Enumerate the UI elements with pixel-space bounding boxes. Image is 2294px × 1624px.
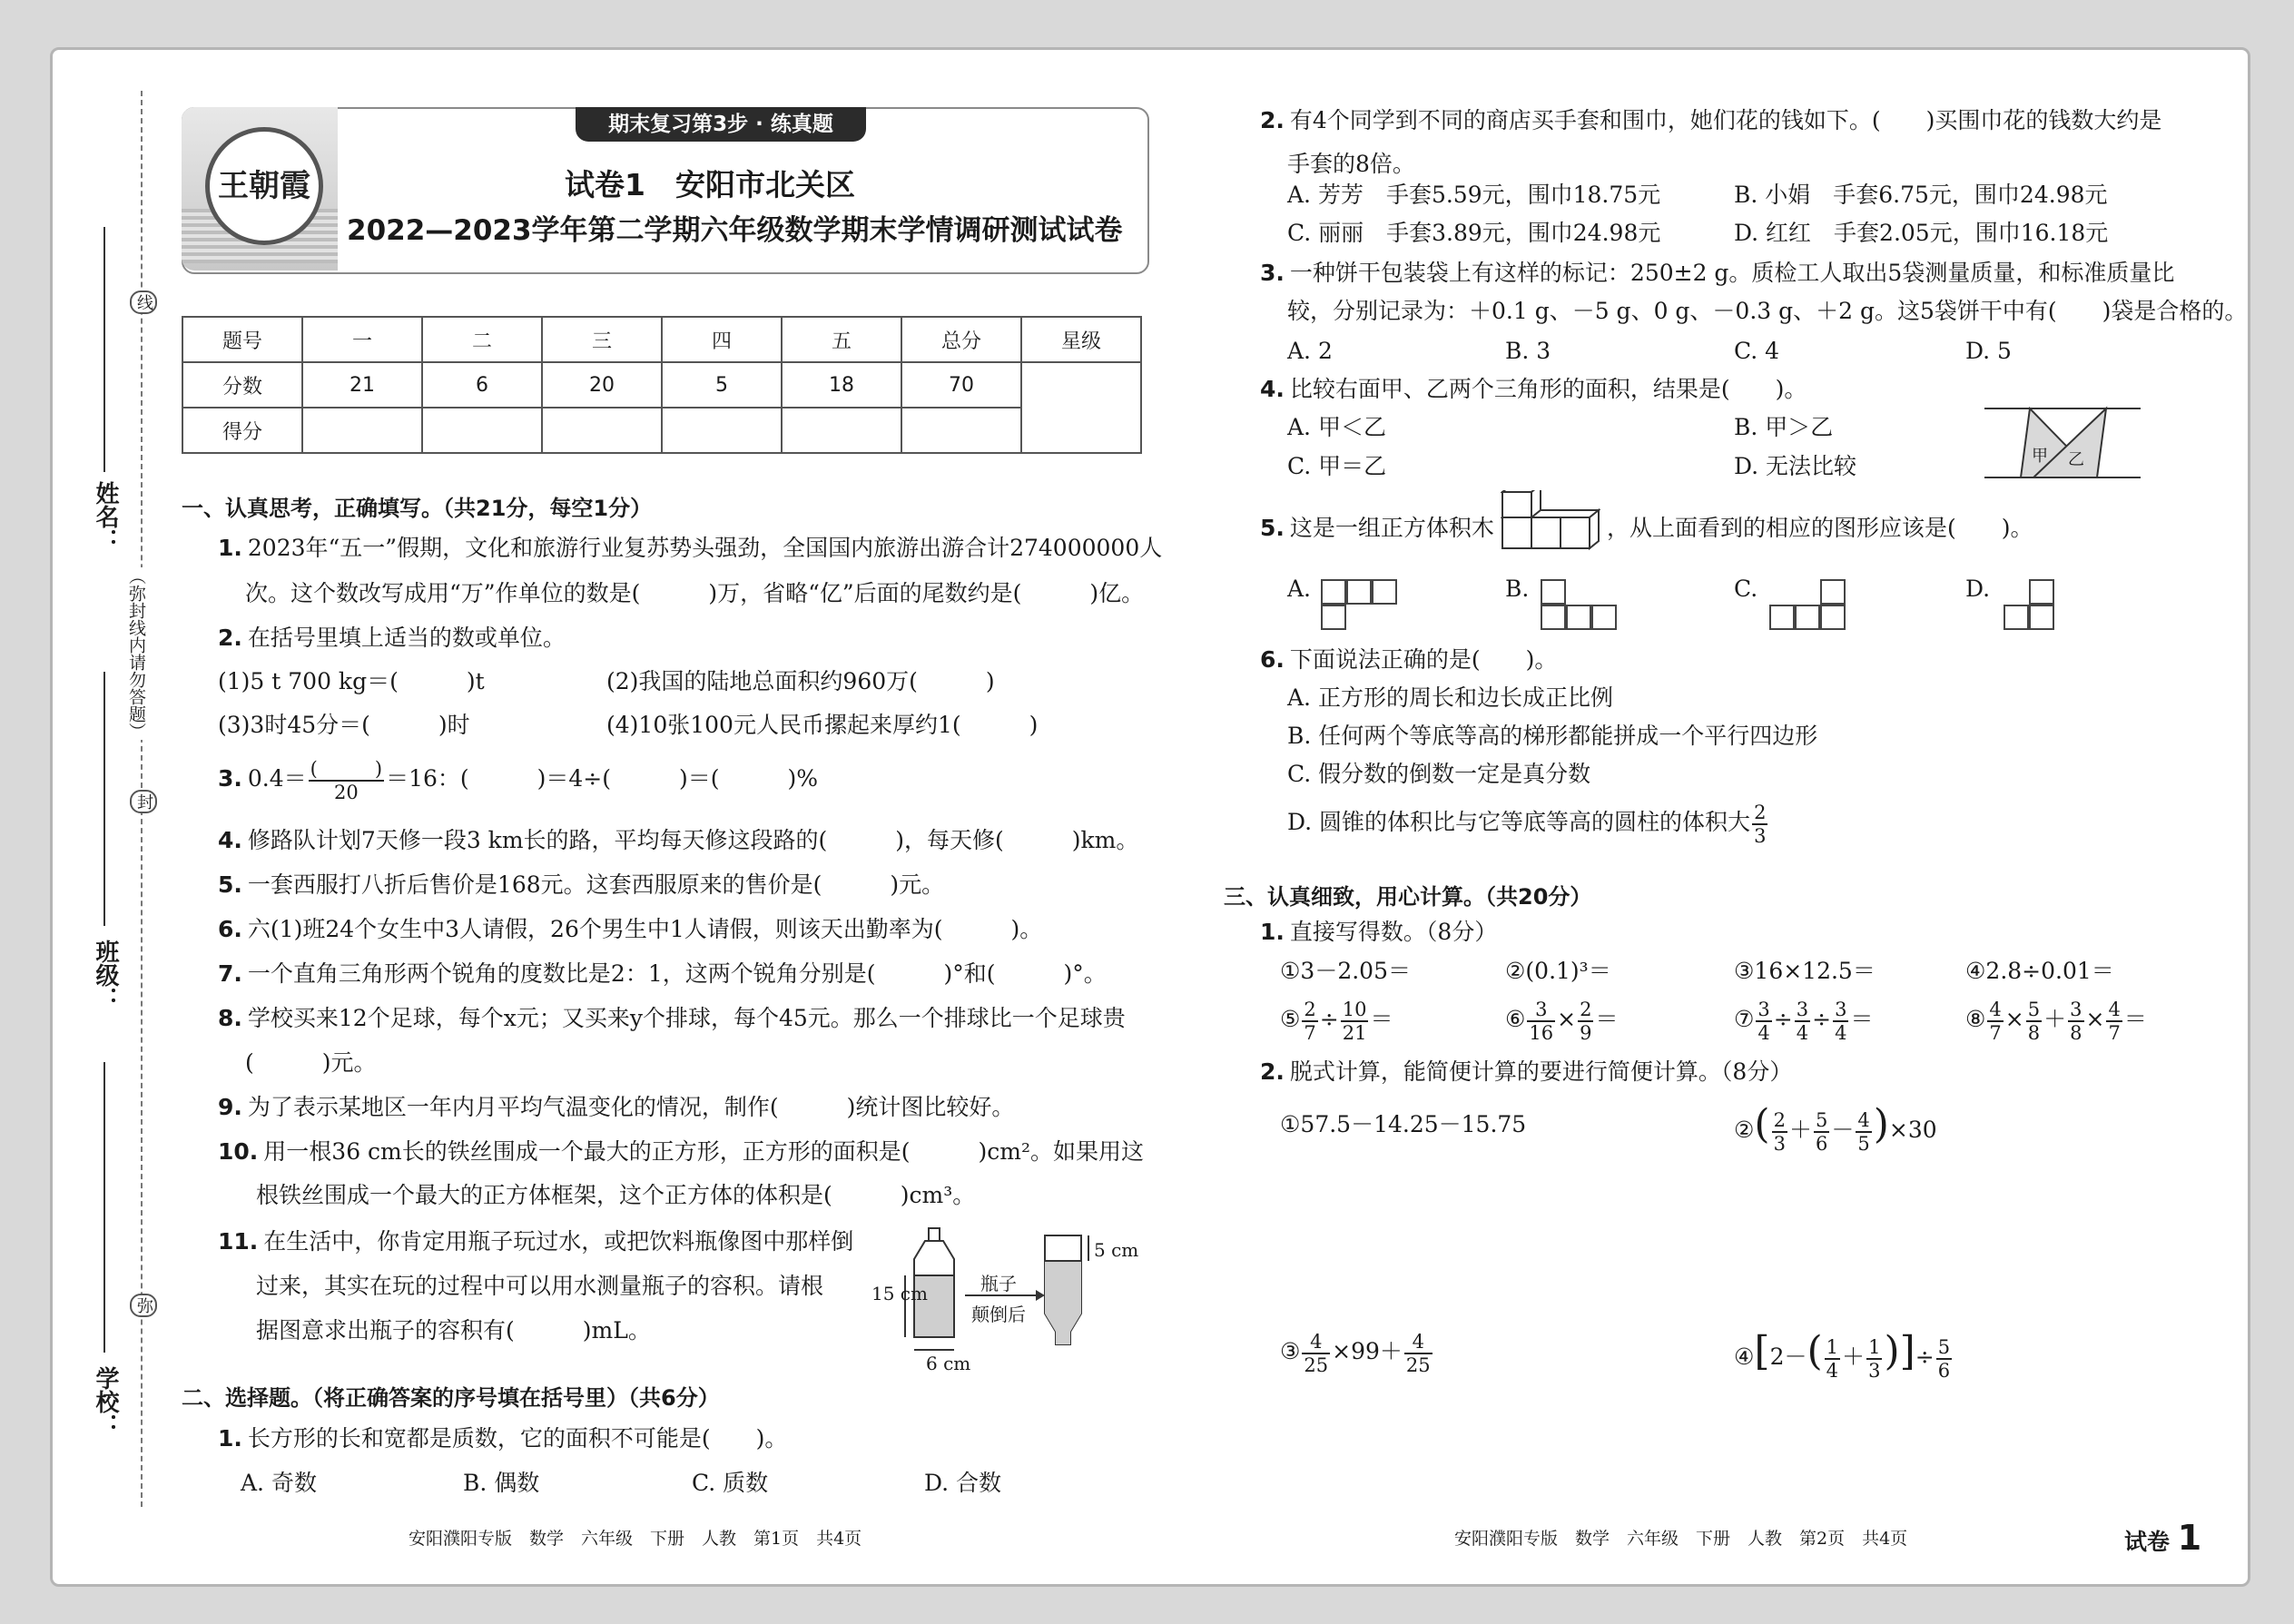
question-1-1a: 1. 2023年“五一”假期，文化和旅游行业复苏势头强劲，全国国内旅游出游合计274000000人 xyxy=(218,535,1163,561)
badge-number: 1 xyxy=(2177,1518,2202,1558)
view-a-cell xyxy=(1372,579,1397,605)
name-label: 姓名： xyxy=(92,481,119,552)
score-table xyxy=(182,316,1142,454)
q-text: 2023年“五一”假期，文化和旅游行业复苏势头强劲，全国国内旅游出游合计274000000人 xyxy=(247,535,1163,561)
cell-label: 分数 xyxy=(182,362,302,408)
fraction: $\frac{3}{4}$ xyxy=(1796,998,1809,1044)
option-c[interactable]: C. 质数 xyxy=(692,1470,769,1496)
calc-1: ①3－2.05＝ xyxy=(1280,958,1411,984)
question-1-11a: 11. 在生活中，你肯定用瓶子玩过水，或把饮料瓶像图中那样倒 xyxy=(218,1228,854,1255)
section2-title: 二、选择题。（将正确答案的序号填在括号里）（共6分） xyxy=(182,1385,720,1411)
frac-den: 20 xyxy=(334,781,359,803)
option-c[interactable]: C. 甲＝乙 xyxy=(1287,453,1387,479)
exam-title: 试卷1 安阳市北关区 xyxy=(565,167,855,202)
badge-text: 试卷 xyxy=(2124,1529,2171,1555)
expr-4: ④[2－( $\frac{1}{4}$ ＋ $\frac{1}{3}$ )]÷ $\frac{5}{6}$ xyxy=(1734,1328,1951,1382)
bottle-top-label: 5 cm xyxy=(1094,1239,1139,1261)
option-b[interactable]: B. 小娟 手套6.75元，围巾24.98元 xyxy=(1734,182,2108,208)
score-input-cell[interactable] xyxy=(662,408,782,453)
triangle-yi-label: 乙 xyxy=(2068,450,2084,469)
cell: 总分 xyxy=(901,317,1021,362)
footer-right: 安阳濮阳专版 数学 六年级 下册 人教 第2页 共4页 xyxy=(1454,1529,1908,1549)
question-1-2-3: (3)3时45分＝( )时 xyxy=(218,712,470,738)
logo xyxy=(182,107,338,271)
q-text: 0.4＝ xyxy=(247,765,307,792)
option-b[interactable]: B. 任何两个等底等高的梯形都能拼成一个平行四边形 xyxy=(1287,723,1818,749)
seal-mi: 弥 xyxy=(130,1294,157,1317)
fraction: $\frac{2}{7}$ xyxy=(1304,998,1316,1044)
cell: 二 xyxy=(422,317,542,362)
cell-label: 题号 xyxy=(182,317,302,362)
q-text: 一种饼干包装袋上有这样的标记：250±2 g。质检工人取出5袋测量质量，和标准质量比 xyxy=(1289,260,2175,286)
class-underline xyxy=(103,672,105,926)
fraction xyxy=(309,758,384,803)
view-a-cell xyxy=(1346,579,1372,605)
view-d-cell xyxy=(2029,579,2054,605)
question-2-5a: 5. 这是一组正方体积木 xyxy=(1260,515,1494,541)
school-label: 学校： xyxy=(92,1366,119,1437)
option-text: D. 圆锥的体积比与它等底等高的圆柱的体积大 xyxy=(1287,809,1751,835)
cell: 三 xyxy=(542,317,662,362)
question-3-1: 1. 直接写得数。（8分） xyxy=(1260,919,1498,945)
question-1-10a: 10. 用一根36 cm长的铁丝围成一个最大的正方形，正方形的面积是( )cm²。如果用这 xyxy=(218,1138,1145,1165)
option-c[interactable]: C. 假分数的倒数一定是真分数 xyxy=(1287,761,1591,787)
frac-num: 2 xyxy=(1754,801,1767,823)
calc-index: ⑦ xyxy=(1734,1006,1755,1032)
question-1-8b: ( )元。 xyxy=(245,1049,377,1076)
paper-badge xyxy=(2124,1518,2201,1558)
score-input-cell[interactable] xyxy=(542,408,662,453)
view-d-cell xyxy=(2029,605,2054,630)
cell: 70 xyxy=(901,362,1021,408)
view-c-cell xyxy=(1820,605,1846,630)
q-text: 下面说法正确的是( )。 xyxy=(1289,646,1558,673)
calc-index: ② xyxy=(1734,1117,1755,1143)
calc-6: ⑥ $\frac{3}{16}$ × $\frac{2}{9}$ ＝ xyxy=(1505,998,1619,1044)
calc-8: ⑧ $\frac{4}{7}$ × $\frac{5}{8}$ ＋ $\frac{3}{8}$ × $\frac{4}{7}$ ＝ xyxy=(1965,998,2147,1044)
score-input-cell[interactable] xyxy=(422,408,542,453)
expr-2: ②( $\frac{2}{3}$ ＋ $\frac{5}{6}$ － $\frac{4}{5}$ )×30 xyxy=(1734,1101,1937,1155)
logo-seal: 王朝霞 xyxy=(205,127,323,245)
arrow-head xyxy=(1036,1290,1045,1301)
q-text: 一套西服打八折后售价是168元。这套西服原来的售价是( )元。 xyxy=(247,871,945,898)
cell: 星级 xyxy=(1021,317,1141,362)
expr-mid: ×99＋ xyxy=(1332,1338,1403,1364)
question-1-11c: 据图意求出瓶子的容积有( )mL。 xyxy=(256,1317,651,1343)
fraction: $\frac{4}{7}$ xyxy=(1989,998,2002,1044)
option-d[interactable]: D. 5 xyxy=(1965,338,2012,364)
fraction: $\frac{5}{8}$ xyxy=(2027,998,2041,1044)
option-d[interactable] xyxy=(1287,797,1769,848)
score-row-points xyxy=(182,362,1141,408)
expr-tail: ×30 xyxy=(1888,1117,1937,1143)
question-1-6: 6. 六(1)班24个女生中3人请假，26个男生中1人请假，则该天出勤率为( )。 xyxy=(218,916,1043,942)
frac-num: ( ) xyxy=(310,757,383,780)
q-text: 这是一组正方体积木 xyxy=(1289,515,1494,541)
cell: 一 xyxy=(302,317,422,362)
cell: 四 xyxy=(662,317,782,362)
option-a[interactable]: A. 正方形的周长和边长成正比例 xyxy=(1287,684,1613,711)
cell: 五 xyxy=(782,317,901,362)
fraction: $\frac{4}{7}$ xyxy=(2108,998,2121,1044)
seal-feng: 封 xyxy=(130,790,157,813)
question-2-1: 1. 长方形的长和宽都是质数，它的面积不可能是( )。 xyxy=(218,1425,788,1452)
score-input-cell[interactable] xyxy=(782,408,901,453)
view-a-cell xyxy=(1321,605,1346,630)
footer-left: 安阳濮阳专版 数学 六年级 下册 人教 第1页 共4页 xyxy=(409,1529,862,1549)
option-b[interactable]: B. 甲＞乙 xyxy=(1734,414,1834,440)
bottle-height-label: 15 cm xyxy=(871,1283,928,1304)
cell: 5 xyxy=(662,362,782,408)
view-d-cell xyxy=(2004,605,2029,630)
q-text: 一个直角三角形两个锐角的度数比是2：1，这两个锐角分别是( )°和( )°。 xyxy=(247,960,1107,987)
question-1-2-4: (4)10张100元人民币摞起来厚约1( ) xyxy=(606,712,1039,738)
expr-part: 2－ xyxy=(1769,1343,1807,1370)
section3-title: 三、认真细致，用心计算。（共20分） xyxy=(1224,884,1592,910)
class-label: 班级： xyxy=(92,940,119,1010)
question-2-3b: 较，分别记录为：＋0.1 g、－5 g、0 g、－0.3 g、＋2 g。这5袋饼干中有( )袋是合格的。 xyxy=(1287,298,2248,324)
question-1-9: 9. 为了表示某地区一年内月平均气温变化的情况，制作( )统计图比较好。 xyxy=(218,1094,1015,1120)
q-text: 六(1)班24个女生中3人请假，26个男生中1人请假，则该天出勤率为( )。 xyxy=(247,916,1043,942)
option-a[interactable]: A. xyxy=(1287,576,1312,602)
bottle-inverted xyxy=(1045,1235,1081,1344)
bottle-label-2: 颠倒后 xyxy=(971,1304,1026,1325)
cell-label: 得分 xyxy=(182,408,302,453)
question-1-3: 3. 0.4＝ $\frac{( )}{20}$ ＝16：( )＝4÷( )＝( )% xyxy=(218,757,819,803)
question-1-4: 4. 修路队计划7天修一段3 km长的路，平均每天修这段路的( )，每天修( )km。 xyxy=(218,827,1139,853)
calc-index: ⑧ xyxy=(1965,1006,1986,1032)
question-2-2a: 2. 有4个同学到不同的商店买手套和围巾，她们花的钱如下。( )买围巾花的钱数大约是 xyxy=(1260,107,2162,133)
view-a-cell xyxy=(1321,579,1346,605)
exam-subtitle: 2022—2023学年第二学期六年级数学期末学情调研测试试卷 xyxy=(347,214,1123,247)
q-text: 在生活中，你肯定用瓶子玩过水，或把饮料瓶像图中那样倒 xyxy=(263,1228,854,1255)
calc-index: ⑤ xyxy=(1280,1006,1301,1032)
cell: 21 xyxy=(302,362,422,408)
question-1-11b: 过来，其实在玩的过程中可以用水测量瓶子的容积。请根 xyxy=(256,1273,824,1299)
fraction: $\frac{2}{9}$ xyxy=(1580,998,1592,1044)
calc-index: ⑥ xyxy=(1505,1006,1526,1032)
question-1-8a: 8. 学校买来12个足球，每个x元；又买来y个排球，每个45元。那么一个排球比一个足球贵 xyxy=(218,1005,1126,1031)
question-1-2: 2. 在括号里填上适当的数或单位。 xyxy=(218,625,566,651)
option-c[interactable]: C. 丽丽 手套3.89元，围巾24.98元 xyxy=(1287,220,1661,246)
view-b-cell xyxy=(1541,579,1566,605)
option-c[interactable]: C. xyxy=(1734,576,1758,602)
score-row-header xyxy=(182,317,1141,362)
option-a[interactable]: A. 奇数 xyxy=(241,1470,317,1496)
star-cell[interactable] xyxy=(1021,362,1141,453)
question-1-10b: 根铁丝围成一个最大的正方体框架，这个正方体的体积是( )cm³。 xyxy=(256,1182,976,1208)
expr-3: ③ $\frac{4}{25}$ ×99＋ $\frac{4}{25}$ xyxy=(1280,1330,1431,1376)
calc-index: ③ xyxy=(1280,1338,1301,1364)
fraction: $\frac{3}{4}$ xyxy=(1757,998,1770,1044)
view-c-cell xyxy=(1795,605,1820,630)
fraction: $\frac{3}{16}$ xyxy=(1529,998,1554,1044)
cube-blocks-figure xyxy=(1501,490,1600,556)
fraction: $\frac{10}{21}$ xyxy=(1342,998,1367,1044)
view-b-cell xyxy=(1591,605,1617,630)
bottle-label-1: 瓶子 xyxy=(980,1273,1017,1294)
fraction: $\frac{3}{8}$ xyxy=(2070,998,2082,1044)
option-b[interactable]: B. xyxy=(1505,576,1530,602)
seal-xian: 线 xyxy=(130,290,157,314)
q-text: 长方形的长和宽都是质数，它的面积不可能是( )。 xyxy=(247,1425,788,1452)
question-1-2-2: (2)我国的陆地总面积约960万( ) xyxy=(606,668,995,694)
fraction xyxy=(1752,802,1767,847)
question-2-4: 4. 比较右面甲、乙两个三角形的面积，结果是( )。 xyxy=(1260,376,1807,402)
question-2-5b: ，从上面看到的相应的图形应该是( )。 xyxy=(1607,515,2033,541)
option-a[interactable]: A. 2 xyxy=(1287,338,1333,364)
seal-note: （弥封线内请勿答题） xyxy=(126,567,146,740)
q-text: 修路队计划7天修一段3 km长的路，平均每天修这段路的( )，每天修( )km。 xyxy=(247,827,1139,853)
view-b-cell xyxy=(1541,605,1566,630)
calc-2: ②(0.1)³＝ xyxy=(1505,958,1611,984)
option-a[interactable]: A. 芳芳 手套5.59元，围巾18.75元 xyxy=(1287,182,1661,208)
calc-7: ⑦ $\frac{3}{4}$ ÷ $\frac{3}{4}$ ÷ $\frac{3}{4}$ ＝ xyxy=(1734,998,1874,1044)
calc-index: ④ xyxy=(1734,1343,1755,1370)
option-b[interactable]: B. 偶数 xyxy=(463,1470,540,1496)
calc-5: ⑤ $\frac{2}{7}$ ÷ $\frac{10}{21}$ ＝ xyxy=(1280,998,1393,1044)
q-text: 脱式计算，能简便计算的要进行简便计算。（8分） xyxy=(1289,1058,1793,1085)
calc-4: ④2.8÷0.01＝ xyxy=(1965,958,2114,984)
question-3-2: 2. 脱式计算，能简便计算的要进行简便计算。（8分） xyxy=(1260,1058,1793,1085)
fraction: $\frac{3}{4}$ xyxy=(1835,998,1847,1044)
question-2-2b: 手套的8倍。 xyxy=(1287,151,1415,177)
calc-3: ③16×12.5＝ xyxy=(1734,958,1876,984)
score-row-earned xyxy=(182,408,1141,453)
q-text: ＝16：( )＝4÷( )＝( )% xyxy=(386,765,819,792)
cell: 20 xyxy=(542,362,662,408)
school-underline xyxy=(103,1062,105,1353)
name-underline xyxy=(103,227,105,472)
step-tag: 期末复习第3步 · 练真题 xyxy=(576,107,866,142)
question-1-7: 7. 一个直角三角形两个锐角的度数比是2：1，这两个锐角分别是( )°和( )°。 xyxy=(218,960,1107,987)
section1-title: 一、认真思考，正确填写。（共21分，每空1分） xyxy=(182,496,653,521)
expr-tail: ÷ xyxy=(1915,1343,1935,1370)
q-text: 比较右面甲、乙两个三角形的面积，结果是( )。 xyxy=(1289,376,1807,402)
view-c-cell xyxy=(1820,579,1846,605)
q-text: 学校买来12个足球，每个x元；又买来y个排球，每个45元。那么一个排球比一个足球贵 xyxy=(247,1005,1126,1031)
question-2-6: 6. 下面说法正确的是( )。 xyxy=(1260,646,1558,673)
question-1-2-1: (1)5 t 700 kg＝( )t xyxy=(218,668,485,694)
question-1-5: 5. 一套西服打八折后售价是168元。这套西服原来的售价是( )元。 xyxy=(218,871,945,898)
option-d[interactable]: D. xyxy=(1965,576,1991,602)
option-d[interactable]: D. 无法比较 xyxy=(1734,453,1857,479)
question-2-3a: 3. 一种饼干包装袋上有这样的标记：250±2 g。质检工人取出5袋测量质量，和标准质量比 xyxy=(1260,260,2175,286)
option-c[interactable]: C. 4 xyxy=(1734,338,1780,364)
option-d[interactable]: D. 红红 手套2.05元，围巾16.18元 xyxy=(1734,220,2109,246)
q-text: 为了表示某地区一年内月平均气温变化的情况，制作( )统计图比较好。 xyxy=(247,1094,1015,1120)
view-b-cell xyxy=(1566,605,1591,630)
q-text: 用一根36 cm长的铁丝围成一个最大的正方形，正方形的面积是( )cm²。如果用这 xyxy=(263,1138,1145,1165)
header-banner xyxy=(182,107,1149,274)
triangle-jia-label: 甲 xyxy=(2032,447,2048,466)
score-input-cell[interactable] xyxy=(302,408,422,453)
cell: 18 xyxy=(782,362,901,408)
view-c-cell xyxy=(1769,605,1795,630)
score-input-cell[interactable] xyxy=(901,408,1021,453)
option-d[interactable]: D. 合数 xyxy=(924,1470,1002,1496)
option-a[interactable]: A. 甲＜乙 xyxy=(1287,414,1386,440)
expr-1: ①57.5－14.25－15.75 xyxy=(1280,1111,1527,1137)
q-text: 直接写得数。（8分） xyxy=(1289,919,1498,945)
q-text: 在括号里填上适当的数或单位。 xyxy=(247,625,566,651)
frac-den: 3 xyxy=(1754,824,1767,847)
bottle-width-label: 6 cm xyxy=(926,1353,971,1374)
question-1-1b: 次。这个数改写成用“万”作单位的数是( )万，省略“亿”后面的尾数约是( )亿。 xyxy=(245,580,1145,606)
q-text: 有4个同学到不同的商店买手套和围巾，她们花的钱如下。( )买围巾花的钱数大约是 xyxy=(1289,107,2162,133)
cell: 6 xyxy=(422,362,542,408)
triangles-figure xyxy=(1979,399,2147,490)
option-b[interactable]: B. 3 xyxy=(1505,338,1551,364)
